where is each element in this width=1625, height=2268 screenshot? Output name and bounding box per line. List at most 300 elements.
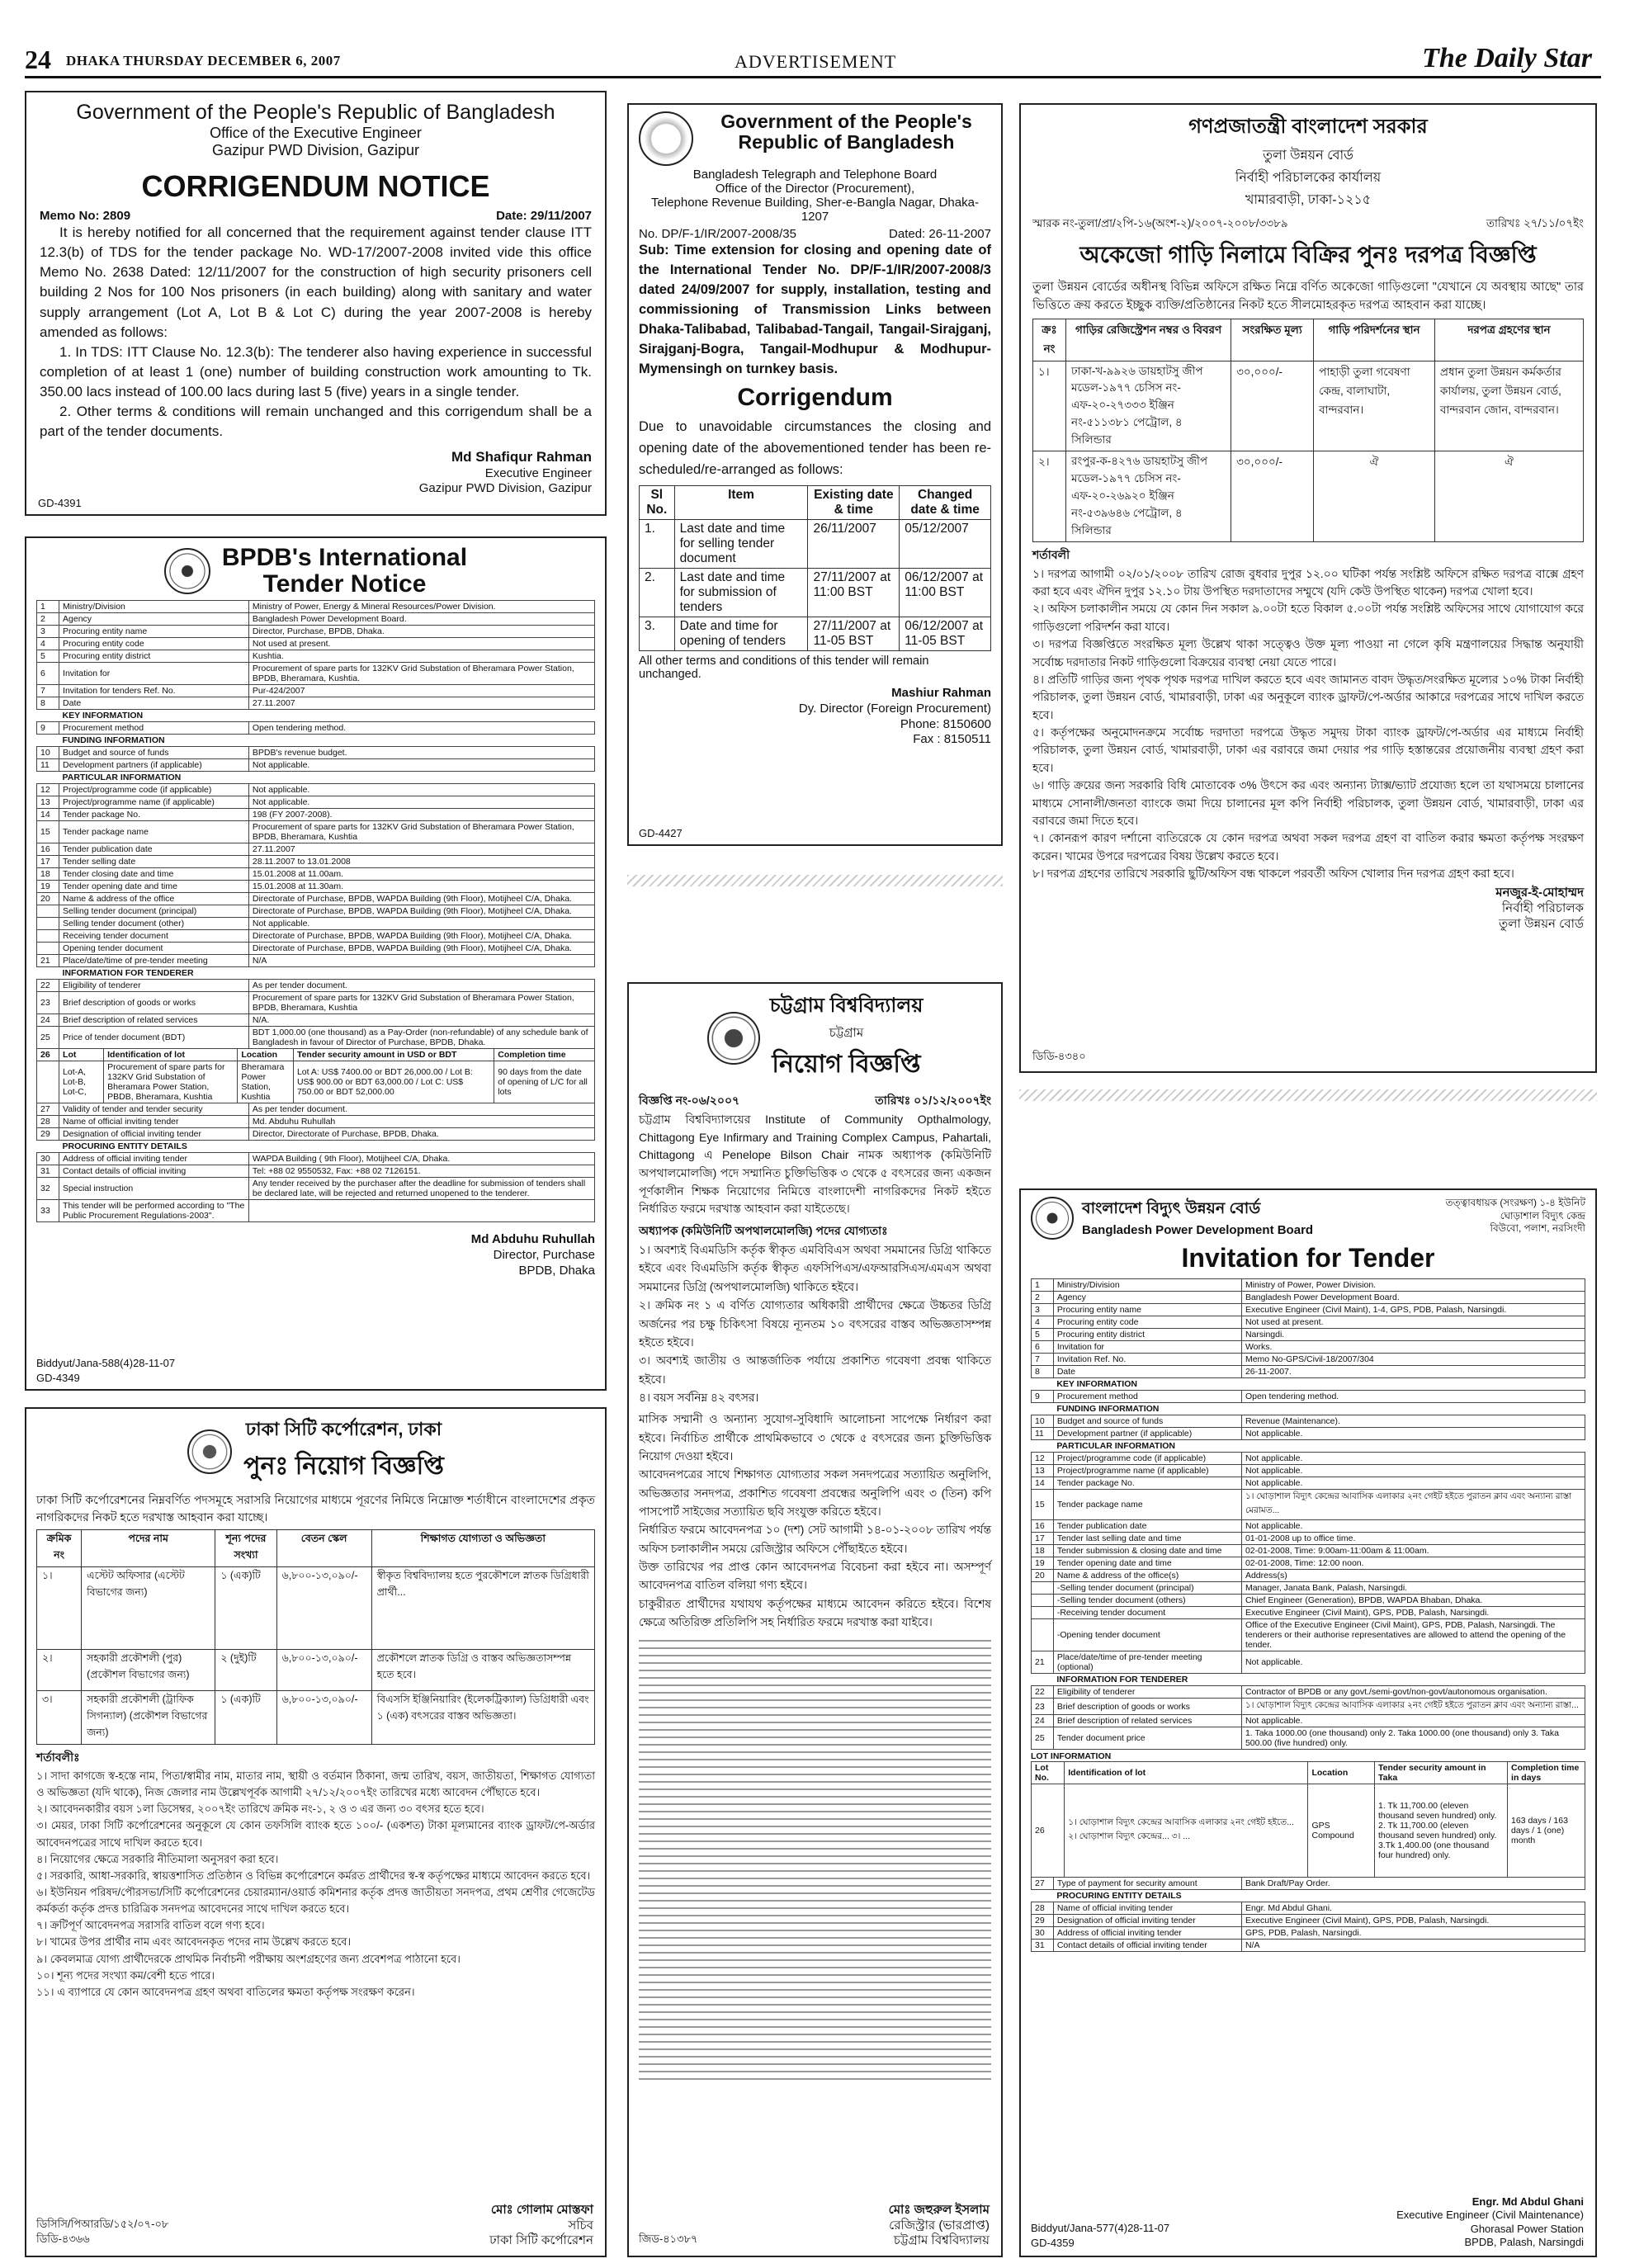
- qualification-item: ৩। অবশ্যই জাতীয় ও আন্তর্জাতিক পর্যায়ে প্রকাশিত গবেষণা প্রবন্ধ থাকিতে হইবে।: [639, 1354, 991, 1386]
- table-cell: Tel: +88 02 9550532, Fax: +88 02 7126151.: [248, 1165, 594, 1178]
- table-row: [37, 626, 595, 638]
- table-cell: Price of tender document (BDT): [59, 1027, 249, 1049]
- term-item: ৪। প্রতিটি গাড়ির জন্য পৃথক পৃথক দরপত্র দাখিল করতে হবে এবং জামানত বাবদ উদ্ধৃত/সংরক্ষিত মূল্যের ১০% টাকা নির্বাহী পরিচালক, তুলা উন্নয়ন বোর্ড, খামারবাড়ী, ঢাকা এর অনুকূলে ব্যাংক ড্রাফট/পে-অর্ডার আকারে দরপত্রের সাথে দাখিল করতে হবে।: [1032, 673, 1584, 721]
- body-paragraph: চাকুরীরত প্রার্থীদের যথাযথ কর্তৃপক্ষের মাধ্যমে আবেদন করিতে হইবে। বিশেষ ক্ষেত্রে অতিরিক্ত প্রতিলিপি সহ নির্ধারিত ফরমে দরখাস্ত করা যাইবে।: [639, 1597, 991, 1628]
- body-paragraph: উক্ত তারিখের পর প্রাপ্ত কোন আবেদনপত্র বিবেচনা করা হইবে না। অসম্পূর্ণ আবেদনপত্র বাতিল বলিয়া গণ্য হইবে।: [639, 1560, 991, 1592]
- table-cell: Lot-A, Lot-B, Lot-C,: [59, 1061, 104, 1103]
- term-item: ৭। ক্রটিপূর্ণ আবেদনপত্র সরাসরি বাতিল বলে গণ্য হবে।: [36, 1919, 265, 1932]
- table-row: [37, 735, 595, 747]
- table-cell: Not applicable.: [248, 759, 594, 772]
- table-row: [37, 821, 595, 843]
- table-cell: বিএসসি ইঞ্জিনিয়ারিং (ইলেকট্রিক্যাল) ডিগ্রিধারী এবং ১ (এক) বৎসরের বাস্তব অভিজ্ঞতা।: [371, 1691, 594, 1745]
- table-cell: 15.01.2008 at 11.00am.: [248, 868, 594, 881]
- table-row: [37, 710, 595, 722]
- table-row: [37, 663, 595, 685]
- table-cell: প্রধান তুলা উন্নয়ন কর্মকর্তার কার্যালয়, তুলা উন্নয়ন বোর্ড, বান্দরবান জোন, বান্দরবান।: [1434, 361, 1583, 451]
- table-cell: Bank Draft/Pay Order.: [1241, 1878, 1585, 1890]
- notice-amendment: 1. In TDS: ITT Clause No. 12.3(b): The tenderer also having experience in successful completion of at least 1 (one) number of building construction work amounting to Tk. 350.00 lacs instead of 100.00 lacs during last 5 (five) years in a single tender.: [40, 343, 592, 399]
- tender-info-table-2: [36, 1103, 595, 1222]
- table-cell: 27.11.2007: [248, 697, 594, 710]
- table-cell: 28.11.2007 to 13.01.2008: [248, 856, 594, 868]
- table-cell: 17: [1032, 1533, 1054, 1545]
- table-cell: Contractor of BPDB or any govt./semi-govt/non-govt/autonomous organisation.: [1241, 1686, 1585, 1699]
- reference-number: No. DP/F-1/IR/2007-2008/35: [639, 227, 796, 241]
- table-cell: 15: [37, 821, 59, 843]
- table-row: [37, 784, 595, 796]
- table-cell: 1: [1032, 1279, 1054, 1292]
- table-cell: 31: [37, 1165, 59, 1178]
- table-cell: 05/12/2007: [900, 520, 991, 569]
- table-cell: Procurement of spare parts for 132KV Grid Substation of Bheramara Power Station, BPDB, Bheramara, Kushtia: [248, 992, 594, 1014]
- table-cell: ৬,৮০০-১৩,০৯০/-: [276, 1691, 371, 1745]
- table-cell: As per tender document.: [248, 1103, 594, 1116]
- table-cell: [1241, 1440, 1585, 1453]
- signatory-office: BPDB, Dhaka: [518, 1263, 595, 1278]
- table-cell: 30: [1032, 1927, 1054, 1940]
- gov-title-line1: Government of the People's: [720, 111, 972, 132]
- table-cell: 28: [37, 1116, 59, 1128]
- term-item: ১০। শূন্য পদের সংখ্যা কম/বেশী হতে পারে।: [36, 1968, 215, 1982]
- board-name: Bangladesh Telegraph and Telephone Board: [692, 168, 938, 182]
- table-cell: Tender closing date and time: [59, 868, 249, 881]
- table-cell: Not applicable.: [248, 918, 594, 930]
- signatory-name: মনজুর-ই-মোহাম্মদ: [1495, 886, 1584, 900]
- table-cell: Brief description of goods or works: [1053, 1699, 1241, 1715]
- table-cell: Not applicable.: [248, 784, 594, 796]
- table-cell: Date and time for opening of tenders: [674, 617, 808, 651]
- table-cell: 14: [37, 809, 59, 821]
- masthead-rule: [25, 76, 1601, 78]
- table-cell: WAPDA Building ( 9th Floor), Motijheel C/A, Dhaka.: [248, 1153, 594, 1165]
- ad-code: ডিডি-৪৩৬৬: [36, 2233, 90, 2245]
- table-cell: Tender last selling date and time: [1053, 1533, 1241, 1545]
- table-row: [37, 881, 595, 893]
- table-row: [37, 1567, 595, 1650]
- table-cell: 27/11/2007 at 11-05 BST: [808, 617, 900, 651]
- table-cell: Procurement of spare parts for 132KV Grid Substation of Bheramara Power Station, PBDB, Bheramara, Kushtia: [104, 1061, 238, 1103]
- table-cell: 15: [1032, 1490, 1054, 1520]
- terms-label: শর্তাবলী: [1032, 547, 1070, 561]
- table-cell: KEY INFORMATION: [1053, 1378, 1241, 1391]
- table-cell: 11: [1032, 1428, 1054, 1440]
- table-cell: Ministry/Division: [59, 601, 249, 613]
- table-cell: রংপুর-ক-৪২৭৬ ডায়হাটসু জীপ মডেল-১৯৭৭ চেসিস নং-এফ-২০-২৬৯২০ ইঞ্জিন নং-৫৩৯৬৪৬ পেট্রোল, ৪ সিলিন্ডার: [1066, 451, 1231, 542]
- table-cell: Designation of official inviting tender: [59, 1128, 249, 1141]
- table-row: [37, 1027, 595, 1049]
- table-cell: Not applicable.: [1241, 1428, 1585, 1440]
- table-cell: Not applicable.: [1241, 1651, 1585, 1674]
- bpdb-logo-icon: [164, 548, 210, 594]
- table-cell: 4: [37, 638, 59, 650]
- table-cell: Manager, Janata Bank, Palash, Narsingdi.: [1241, 1582, 1585, 1595]
- table-cell: Tender publication date: [1053, 1520, 1241, 1533]
- column-header: গাড়ির রেজিস্ট্রেশন নম্বর ও বিবরণ: [1066, 319, 1231, 361]
- table-cell: Not applicable.: [1241, 1520, 1585, 1533]
- column-header: Existing date & time: [808, 486, 900, 520]
- intro-text: ঢাকা সিটি কর্পোরেশনের নিম্নবর্ণিত পদসমূহে সরাসরি নিয়োগের মাধ্যমে পূরণের নিমিত্তে নিম্নোক্ত শর্তাধীনে বাংলাদেশের প্রকৃত নাগরিকদের নিকট হতে দরখাস্ত আহবান করা যাচ্ছে।: [36, 1493, 595, 1524]
- corrigendum-title: Corrigendum: [737, 384, 893, 412]
- gov-title-line2: Republic of Bangladesh: [738, 131, 955, 154]
- table-row: [37, 955, 595, 967]
- cotton-board-auction-ad: [1019, 103, 1597, 1073]
- table-row: [1033, 361, 1584, 451]
- table-cell: Tender package name: [59, 821, 249, 843]
- table-cell: Address of official inviting tender: [59, 1153, 249, 1165]
- table-cell: ৩০,০০০/-: [1231, 451, 1314, 542]
- notice-title: নিয়োগ বিজ্ঞপ্তি: [772, 1051, 921, 1078]
- table-cell: [37, 772, 59, 784]
- table-row: [1032, 1292, 1585, 1304]
- column-header: ক্রমিক নং: [37, 1530, 82, 1567]
- table-cell: 33: [37, 1200, 59, 1222]
- term-item: ৬। গাড়ি ক্রয়ের জন্য সরকারি বিধি মোতাবেক ৩% উৎসে কর এবং অন্যান্য ট্যাক্স/ভ্যাট প্রযোজ্য হলে তা যথাসময়ে চালানের মাধ্যমে সোনালী/জনতা ব্যাংকে জমা দিয়ে চালানের মূল কপি নির্বাহী পরিচালক, তুলা উন্নয়ন বোর্ড, খামারবাড়ী, ঢাকা এর বরাবরে জমা দিতে হবে।: [1032, 779, 1584, 827]
- signatory-title: সচিব: [568, 2218, 593, 2233]
- table-cell: [37, 930, 59, 943]
- notice-title: Invitation for Tender: [1181, 1243, 1435, 1273]
- table-cell: Chief Engineer (Generation), BPDB, WAPDA Bhaban, Dhaka.: [1241, 1595, 1585, 1607]
- office-line: ঘোড়াশাল বিদ্যুৎ কেন্দ্র: [1500, 1209, 1585, 1221]
- table-cell: 7: [37, 685, 59, 697]
- org-place: চট্টগ্রাম: [829, 1026, 864, 1040]
- table-cell: Name of official inviting tender: [59, 1116, 249, 1128]
- tender-info-table: [1031, 1278, 1585, 1750]
- table-cell: 18: [1032, 1545, 1054, 1557]
- table-cell: -Receiving tender document: [1053, 1607, 1241, 1619]
- column-header: গাড়ি পরিদর্শনের স্থান: [1314, 319, 1435, 361]
- table-cell: 2.: [640, 569, 675, 617]
- table-row: [1032, 1674, 1585, 1686]
- table-row: [1032, 1890, 1585, 1902]
- table-cell: 16: [37, 843, 59, 856]
- table-cell: Procuring entity code: [59, 638, 249, 650]
- table-cell: Address of official inviting tender: [1053, 1927, 1241, 1940]
- table-cell: এস্টেট অফিসার (এস্টেট বিভাগের জন্য): [82, 1567, 215, 1650]
- table-row: [1032, 1465, 1585, 1477]
- table-cell: Invitation Ref. No.: [1053, 1354, 1241, 1366]
- memo-number: স্মারক নং-তুলা/প্রা/২পি-১৬(অংশ-২)/২০০৭-২০০৮/৩৩৮৯: [1032, 217, 1288, 229]
- table-cell: 3.: [640, 617, 675, 651]
- table-cell: PROCURING ENTITY DETAILS: [1053, 1890, 1241, 1902]
- ad-reference: Biddyut/Jana-588(4)28-11-07: [36, 1357, 176, 1369]
- table-row: [1033, 451, 1584, 542]
- table-row: [37, 930, 595, 943]
- university-logo-icon: [707, 1012, 760, 1065]
- bpdb-international-tender-ad: [25, 536, 607, 1391]
- term-item: ৩। দরপত্র বিজ্ঞপ্তিতে সংরক্ষিত মূল্য উল্লেখ থাকা সত্ত্বেও উক্ত মূল্য পাওয়া না গেলে কৃষি মন্ত্রণালয়ের সিদ্ধান্ত অনুযায়ী সর্বোচ্চ দরদাতার নিকট গাড়িগুলো বিক্রয়ের ব্যবস্থা নেয়া যেতে পারে।: [1032, 638, 1584, 669]
- signatory-name: Engr. Md Abdul Ghani: [1471, 2195, 1584, 2208]
- table-row: [37, 967, 595, 980]
- signatory-title: Dy. Director (Foreign Procurement): [798, 701, 991, 716]
- table-cell: Brief description of related services: [1053, 1715, 1241, 1727]
- board-name: তুলা উন্নয়ন বোর্ড: [1263, 149, 1353, 163]
- table-row: [1032, 1341, 1585, 1354]
- office-line: তত্ত্বাবধায়ক (সংরক্ষণ) ১-৪ ইউনিট: [1445, 1197, 1585, 1208]
- table-cell: Project/programme name (if applicable): [1053, 1465, 1241, 1477]
- table-cell: [248, 967, 594, 980]
- table-cell: 163 days / 163 days / 1 (one) month: [1508, 1784, 1585, 1878]
- table-cell: সহকারী প্রকৌশলী (ট্রাফিক সিগন্যাল) (প্রকৌশল বিভাগের জন্য): [82, 1691, 215, 1745]
- table-row: [1032, 1699, 1585, 1715]
- table-row: [37, 1650, 595, 1691]
- table-cell: Tender selling date: [59, 856, 249, 868]
- term-item: ৩। মেয়র, ঢাকা সিটি কর্পোরেশনের অনুকূলে যে কোন তফসিলি ব্যাংক হতে ১০০/- (একশত) টাকা মূল্যমানের ব্যাংক ড্রাফট/পে-অর্ডার আবেদনপত্রের সাথে দাখিল করতে হবে।: [36, 1819, 595, 1849]
- notice-title: CORRIGENDUM NOTICE: [141, 169, 490, 203]
- table-cell: Procuring entity name: [1053, 1304, 1241, 1316]
- memo-date: তারিখঃ ২৭/১১/০৭ইং: [1486, 217, 1584, 229]
- qualification-item: ৪। বয়স সর্বনিম্ন ৪২ বৎসর।: [639, 1391, 759, 1404]
- table-cell: Open tendering method.: [1241, 1391, 1585, 1403]
- signatory-office: Ghorasal Power Station: [1470, 2222, 1584, 2235]
- table-row: [37, 980, 595, 992]
- table-row: [1032, 1686, 1585, 1699]
- table-cell: পাহাড়ী তুলা গবেষণা কেন্দ্র, বালাঘাটা, বান্দরবান।: [1314, 361, 1435, 451]
- table-cell: 6: [1032, 1341, 1054, 1354]
- table-cell: Invitation for: [59, 663, 249, 685]
- table-cell: Director, Purchase, BPDB, Dhaka.: [248, 626, 594, 638]
- table-row: [37, 905, 595, 918]
- table-cell: Eligibility of tenderer: [1053, 1686, 1241, 1699]
- memo-number: Memo No: 2809: [40, 209, 131, 223]
- table-cell: Name & address of the office(s): [1053, 1570, 1241, 1582]
- notice-date: তারিখঃ ০১/১২/২০০৭ইং: [875, 1094, 991, 1107]
- column-header: Lot No.: [1032, 1762, 1065, 1784]
- table-cell: Directorate of Purchase, BPDB, WAPDA Building (9th Floor), Motijheel C/A, Dhaka.: [248, 943, 594, 955]
- table-cell: 29: [37, 1128, 59, 1141]
- corrigendum-notice-ad: [25, 91, 607, 516]
- table-row: [1032, 1619, 1585, 1651]
- tender-info-table-2: [1031, 1877, 1585, 1952]
- table-cell: Invitation for: [1053, 1341, 1241, 1354]
- table-cell: Executive Engineer (Civil Maint), 1-4, GPS, PDB, Palash, Narsingdi.: [1241, 1304, 1585, 1316]
- table-cell: ১।: [37, 1567, 82, 1650]
- table-cell: 8: [1032, 1366, 1054, 1378]
- table-cell: [37, 918, 59, 930]
- column-header: Tender security amount in Taka: [1375, 1762, 1508, 1784]
- table-cell: 13: [1032, 1465, 1054, 1477]
- table-cell: [1241, 1403, 1585, 1415]
- table-cell: [1032, 1890, 1054, 1902]
- table-cell: [1241, 1890, 1585, 1902]
- column-divider: [1019, 1089, 1597, 1101]
- table-cell: Procuring entity district: [59, 650, 249, 663]
- table-cell: 13: [37, 796, 59, 809]
- signatory-office: Gazipur PWD Division, Gazipur: [418, 481, 592, 496]
- term-item: ৪। নিয়োগের ক্ষেত্রে সরকারি নীতিমালা অনুসরণ করা হবে।: [36, 1852, 279, 1865]
- table-cell: [37, 967, 59, 980]
- body-paragraph: আবেদনপত্রের সাথে শিক্ষাগত যোগ্যতার সকল সনদপত্রের সত্যায়িত অনুলিপি, অভিজ্ঞতার সনদপত্র, প্রকাশিত গবেষণা প্রবন্ধের অনুলিপি এবং ৩ (তিন) কপি পাসপোর্ট সাইজের সত্যায়িত ছবি সংযুক্ত করিতে হইবে।: [639, 1468, 991, 1518]
- table-cell: 8: [37, 697, 59, 710]
- table-cell: GPS Compound: [1308, 1784, 1375, 1878]
- table-row: [1032, 1391, 1585, 1403]
- table-cell: [248, 1200, 594, 1222]
- table-cell: Any tender received by the purchaser after the deadline for submission of tenders shall be declared late, will be rejected and returned unopened to the tenderer.: [248, 1178, 594, 1200]
- table-cell: Budget and source of funds: [59, 747, 249, 759]
- table-row: [37, 601, 595, 613]
- table-cell: Not applicable.: [1241, 1715, 1585, 1727]
- table-cell: Procurement of spare parts for 132KV Grid Substation of Bheramara Power Station, BPDB, Bheramara, Kushtia: [248, 821, 594, 843]
- closing-note: All other terms and conditions of this tender will remain unchanged.: [639, 654, 929, 682]
- table-cell: BPDB's revenue budget.: [248, 747, 594, 759]
- table-cell: 1. Tk 11,700.00 (eleven thousand seven hundred) only. 2. Tk 11,700.00 (eleven thousand seven hundred) only. 3.Tk 1,400.00 (one thousand four hundred) only.: [1375, 1784, 1508, 1878]
- table-cell: 23: [37, 992, 59, 1014]
- column-header: Item: [674, 486, 808, 520]
- table-cell: Agency: [59, 613, 249, 626]
- signatory-name: মোঃ গোলাম মোস্তফা: [490, 2202, 593, 2217]
- column-header: Changed date & time: [900, 486, 991, 520]
- table-cell: Memo No-GPS/Civil-18/2007/304: [1241, 1354, 1585, 1366]
- table-cell: ২ (দুই)টি: [215, 1650, 276, 1691]
- table-cell: Type of payment for security amount: [1053, 1878, 1241, 1890]
- table-row: [1032, 1415, 1585, 1428]
- table-row: [37, 697, 595, 710]
- table-row: [640, 520, 991, 569]
- table-cell: 14: [1032, 1477, 1054, 1490]
- table-cell: [1032, 1582, 1054, 1595]
- table-cell: Tender submission & closing date and time: [1053, 1545, 1241, 1557]
- term-item: ১। দরপত্র আগামী ০২/০১/২০০৮ তারিখ রোজ বুধবার দুপুর ১২.০০ ঘটিকা পর্যন্ত সংশ্লিষ্ট অফিসে রক্ষিত দরপত্র বাক্সে গ্রহণ করা হবে এবং ঐদিন দুপুর ১২.১০ টায় উপস্থিত দরদাতাদের সম্মুখে (যদি কেউ উপস্থিত থাকেন) দরপত্র খোলা হবে।: [1032, 567, 1584, 598]
- table-cell: Directorate of Purchase, BPDB, WAPDA Building (9th Floor), Motijheel C/A, Dhaka.: [248, 893, 594, 905]
- table-row: [37, 893, 595, 905]
- table-cell: PARTICULAR INFORMATION: [59, 772, 249, 784]
- contact-phone: Phone: 8150600: [900, 716, 991, 731]
- signatory-name: মোঃ জহুরুল ইসলাম: [888, 2202, 990, 2217]
- ad-code: GD-4349: [36, 1372, 80, 1384]
- table-row: [1032, 1651, 1585, 1674]
- vacancy-table: [36, 1529, 595, 1745]
- table-cell: Last date and time for submission of tenders: [674, 569, 808, 617]
- table-cell: Name of official inviting tender: [1053, 1902, 1241, 1915]
- org-title-bn: বাংলাদেশ বিদ্যুৎ উন্নয়ন বোর্ড: [1082, 1200, 1261, 1217]
- office-place: খামারবাড়ী, ঢাকা-১২১৫: [1245, 193, 1372, 207]
- table-cell: Address(s): [1241, 1570, 1585, 1582]
- table-cell: Procuring entity name: [59, 626, 249, 638]
- table-cell: INFORMATION FOR TENDERER: [1053, 1674, 1241, 1686]
- table-cell: [1032, 1607, 1054, 1619]
- table-row: [1032, 1520, 1585, 1533]
- column-header: Identification of lot: [1065, 1762, 1308, 1784]
- intro-text: তুলা উন্নয়ন বোর্ডের অধীনস্থ বিভিন্ন অফিসে রক্ষিত নিম্নে বর্ণিত অকেজো গাড়িগুলো "যেখানে যে অবস্থায় আছে" তার ভিত্তিতে ক্রয় করতে ইচ্ছুক ব্যক্তি/প্রতিষ্ঠানের নিকট হতে সীলমোহরকৃত দরপত্র আহবান করা যাচ্ছে।: [1032, 281, 1584, 312]
- table-row: [37, 1014, 595, 1027]
- table-cell: 21: [37, 955, 59, 967]
- column-header: Completion time in days: [1508, 1762, 1585, 1784]
- table-cell: [1032, 1403, 1054, 1415]
- table-cell: 22: [37, 980, 59, 992]
- table-cell: 1. Taka 1000.00 (one thousand) only 2. Taka 1000.00 (one thousand) only 3. Taka 500.00 (five hundred) only.: [1241, 1727, 1585, 1750]
- table-cell: 26/11/2007: [808, 520, 900, 569]
- ad-code: GD-4427: [639, 827, 683, 839]
- reference-date: Dated: 26-11-2007: [889, 227, 991, 241]
- table-row: [1032, 1279, 1585, 1292]
- table-cell: Brief description of related services: [59, 1014, 249, 1027]
- office-line: বিউবো, পলাশ, নরসিংদী: [1490, 1222, 1585, 1235]
- government-seal-icon: [639, 111, 693, 166]
- division-name: Gazipur PWD Division, Gazipur: [211, 142, 420, 158]
- table-cell: Bheramara Power Station, Kushtia: [238, 1061, 294, 1103]
- table-cell: [37, 943, 59, 955]
- table-row: [1032, 1378, 1585, 1391]
- table-cell: This tender will be performed according to "The Public Procurement Regulations-2003".: [59, 1200, 249, 1222]
- table-row: [37, 1178, 595, 1200]
- table-cell: Special instruction: [59, 1178, 249, 1200]
- table-cell: 26: [1032, 1784, 1065, 1878]
- table-cell: 22: [1032, 1686, 1054, 1699]
- table-cell: Not applicable.: [1241, 1477, 1585, 1490]
- table-row: [37, 772, 595, 784]
- office-name: নির্বাহী পরিচালকের কার্যালয়: [1235, 171, 1382, 185]
- table-row: [1032, 1545, 1585, 1557]
- table-cell: 27.11.2007: [248, 843, 594, 856]
- table-cell: Tender document price: [1053, 1727, 1241, 1750]
- table-cell: Tender package No.: [59, 809, 249, 821]
- table-row: [1032, 1607, 1585, 1619]
- column-header: সংরক্ষিত মূল্য: [1231, 319, 1314, 361]
- table-cell: ঢাকা-খ-৯৯২৬ ডায়হাটসু জীপ মডেল-১৯৭৭ চেসিস নং-এফ-২০-২৭৩৩৩ ইঞ্জিন নং-৫১১৩৮১ পেট্রোল, ৪ সিলিন্ডার: [1066, 361, 1231, 451]
- signatory-office: তুলা উন্নয়ন বোর্ড: [1499, 916, 1584, 931]
- table-cell: 6: [37, 663, 59, 685]
- table-cell: [37, 1141, 59, 1153]
- ad-code: GD-4359: [1031, 2237, 1075, 2249]
- table-cell: Engr. Md Abdul Ghani.: [1241, 1902, 1585, 1915]
- table-cell: Pur-424/2007: [248, 685, 594, 697]
- bpdb-logo-icon: [1031, 1197, 1074, 1240]
- signatory-name: Md Abduhu Ruhullah: [470, 1232, 595, 1246]
- ad-code: ডিডি-৪৩৪০: [1032, 1050, 1086, 1062]
- body-paragraph: মাসিক সম্মানী ও অন্যান্য সুযোগ-সুবিধাদি আলোচনা সাপেক্ষে নির্ধারণ করা হইবে। নির্বাচিত প্রার্থীকে প্রাথমিকভাবে ৩ থেকে ৫ বৎসরের জন্য চুক্তিভিত্তিক নিয়োগ দেওয়া হইবে।: [639, 1413, 991, 1462]
- table-cell: Executive Engineer (Civil Maint), GPS, PDB, Palash, Narsingdi.: [1241, 1607, 1585, 1619]
- table-cell: 19: [1032, 1557, 1054, 1570]
- ad-reference: Biddyut/Jana-577(4)28-11-07: [1031, 2222, 1170, 2234]
- table-cell: [1032, 1595, 1054, 1607]
- table-cell: INFORMATION FOR TENDERER: [59, 967, 249, 980]
- table-cell: ১।: [1033, 361, 1066, 451]
- ad-code: GD-4391: [38, 497, 82, 509]
- table-cell: Tender package name: [1053, 1490, 1241, 1520]
- table-row: [1032, 1902, 1585, 1915]
- intro-text: চট্টগ্রাম বিশ্ববিদ্যালয়ের Institute of Community Opthalmology, Chittagong Eye Infirmary and Training Complex Campus, Pahartali, Chittagong এ Penelope Bilson Chair নামক অধ্যাপক (কমিউনিটি অপথালমোলজি) পদে সম্মানিত চুক্তিভিত্তিক ৩ থেকে ৫ বৎসরের জন্য একজন পূর্ণকালীন শিক্ষক নিয়োগের নিমিত্তে বাংলাদেশী নাগরিকদের নিকট হইতে নির্ধারিত ফরমে দরখাস্ত আহবান করা যাইতেছে।: [639, 1113, 991, 1216]
- column-header: ক্রঃ নং: [1033, 319, 1066, 361]
- table-cell: Tender package No.: [1053, 1477, 1241, 1490]
- body-text-block: [639, 1640, 991, 2086]
- table-cell: 24: [37, 1014, 59, 1027]
- signatory-name: Md Shafiqur Rahman: [451, 449, 592, 465]
- table-cell: 19: [37, 881, 59, 893]
- term-item: ১। সাদা কাগজে স্ব-হস্তে নাম, পিতা/স্বামীর নাম, মাতার নাম, স্থায়ী ও বর্তমান ঠিকানা, জন্ম তারিখ, বয়স, জাতীয়তা, শিক্ষাগত যোগ্যতা ও অভিজ্ঞতা (যদি থাকে), নিজ জেলার নাম উল্লেখপূর্বক আগামী ২৭/১২/২০০৭ইং তারিখের মধ্যে আবেদন পৌঁছাতে হবে।: [36, 1770, 595, 1799]
- table-cell: 12: [1032, 1453, 1054, 1465]
- table-cell: [248, 772, 594, 784]
- column-divider: [627, 875, 1003, 886]
- table-row: [1032, 1316, 1585, 1329]
- table-cell: ৬,৮০০-১৩,০৯০/-: [276, 1567, 371, 1650]
- table-cell: [37, 710, 59, 722]
- table-row: [1032, 1366, 1585, 1378]
- auction-heading: অকেজো গাড়ি নিলামে বিক্রির পুনঃ দরপত্র বিজ্ঞপ্তি: [1079, 242, 1537, 267]
- term-item: ২। অফিস চলাকালীন সময়ে যে কোন দিন সকাল ৯.০০টা হতে বিকাল ৫.০০টা পর্যন্ত সংশ্লিষ্ট অফিসের সাথে যোগাযোগ করে গাড়িগুলো পরিদর্শন করা যাবে।: [1032, 602, 1584, 633]
- table-cell: 198 (FY 2007-2008).: [248, 809, 594, 821]
- table-cell: 20: [37, 893, 59, 905]
- signatory-title: Executive Engineer (Civil Maintenance): [1396, 2209, 1584, 2222]
- newspaper-logo: The Daily Star: [1422, 43, 1592, 73]
- term-item: ৬। ইউনিয়ন পরিষদ/পৌরসভা/সিটি কর্পোরেশনের চেয়ারম্যান/ওয়ার্ড কমিশনার কর্তৃক প্রদত্ত জাতীয়তা সনদপত্র, প্রথম শ্রেণীর গেজেটেড কর্মকর্তা কর্তৃক প্রদত্ত চারিত্রিক সনদপত্র আবেদনের সাথে দাখিল করতে হবে।: [36, 1885, 595, 1916]
- table-cell: ১। ঘোড়াশাল বিদ্যুৎ কেন্দ্রের আবাসিক এলাকার ২নং গেইট হইতে... ২। ঘোড়াশাল বিদ্যুৎ কেন্দ্রের... ৩। ...: [1065, 1784, 1308, 1878]
- table-cell: 10: [1032, 1415, 1054, 1428]
- ad-reference: ডিসিসি/পিআরডি/১৫২/০৭-০৮: [36, 2218, 169, 2230]
- table-cell: ঐ: [1434, 451, 1583, 542]
- table-cell: Name & address of the office: [59, 893, 249, 905]
- signatory-title: রেজিস্ট্রার (ভারপ্রাপ্ত): [889, 2218, 990, 2233]
- table-cell: 12: [37, 784, 59, 796]
- table-row: [1032, 1453, 1585, 1465]
- table-cell: Agency: [1053, 1292, 1241, 1304]
